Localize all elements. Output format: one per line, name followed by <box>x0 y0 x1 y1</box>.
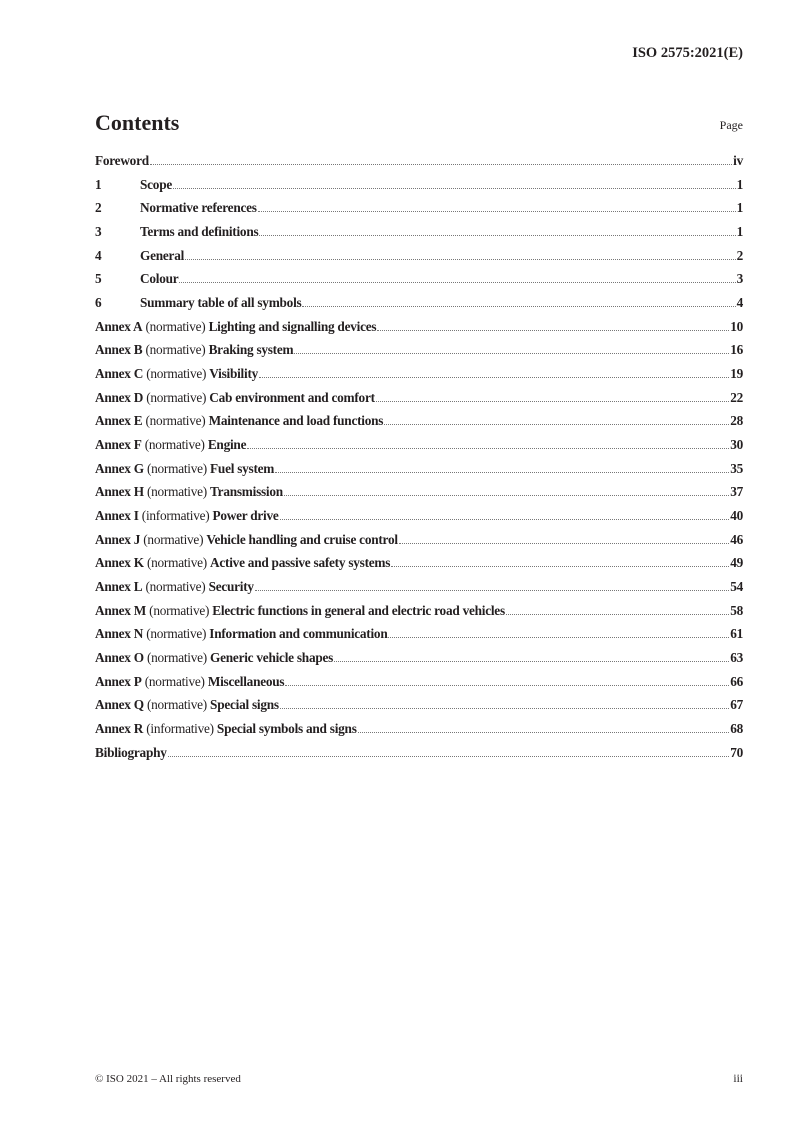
toc-page-number: 63 <box>730 650 743 666</box>
annex-type: (normative) <box>143 531 204 547</box>
copyright-footer: © ISO 2021 – All rights reserved <box>95 1073 241 1085</box>
annex-title: Cab environment and comfort <box>209 389 375 405</box>
dot-leader <box>168 756 730 757</box>
annex-type: (normative) <box>146 460 207 476</box>
clause-title: Foreword <box>95 153 149 168</box>
dot-leader <box>294 353 729 354</box>
dot-leader <box>258 211 736 212</box>
annex-label: Annex P <box>95 673 142 689</box>
toc-page-number: 35 <box>730 460 743 476</box>
clause-title: Normative references <box>140 200 257 216</box>
annex-heading <box>95 319 376 335</box>
dot-leader <box>388 637 729 638</box>
dot-leader <box>284 495 729 496</box>
table-of-contents <box>95 153 743 768</box>
dot-leader <box>247 448 729 449</box>
dot-leader <box>150 164 732 165</box>
annex-label: Annex E <box>95 413 143 429</box>
annex-title: Visibility <box>209 366 259 382</box>
dot-leader <box>391 566 729 567</box>
toc-page-number: 49 <box>730 555 743 571</box>
toc-page-number: iv <box>733 153 743 168</box>
clause-number: 1 <box>95 176 102 192</box>
annex-type: (normative) <box>144 673 205 689</box>
annex-title: Braking system <box>208 342 294 358</box>
toc-entry[interactable] <box>95 745 743 769</box>
toc-page-number: 37 <box>730 484 743 500</box>
toc-entry[interactable] <box>95 390 743 414</box>
annex-label: Annex Q <box>95 697 144 713</box>
toc-entry[interactable] <box>95 342 743 366</box>
annex-heading <box>95 366 258 382</box>
toc-entry[interactable] <box>95 413 743 437</box>
clause-number: 6 <box>95 295 102 311</box>
toc-page-number: 1 <box>736 224 743 240</box>
annex-type: (normative) <box>146 650 207 666</box>
toc-entry[interactable] <box>95 366 743 390</box>
page-column-label: Page <box>719 118 743 132</box>
toc-entry[interactable] <box>95 650 743 674</box>
annex-label: Annex G <box>95 460 144 476</box>
dot-leader <box>377 330 729 331</box>
annex-type: (normative) <box>146 697 207 713</box>
dot-leader <box>280 519 730 520</box>
annex-type: (normative) <box>146 389 207 405</box>
annex-title: Engine <box>207 437 247 453</box>
dot-leader <box>358 732 730 733</box>
dot-leader <box>399 543 729 544</box>
dot-leader <box>302 306 735 307</box>
annex-title: Vehicle handling and cruise control <box>206 531 398 547</box>
toc-entry[interactable] <box>95 153 743 177</box>
annex-type: (normative) <box>145 413 206 429</box>
annex-label: Annex J <box>95 531 141 547</box>
annex-title: Special symbols and signs <box>216 721 357 737</box>
dot-leader <box>280 708 729 709</box>
toc-entry[interactable] <box>95 579 743 603</box>
toc-entry[interactable] <box>95 626 743 650</box>
dot-leader <box>376 401 729 402</box>
clause-number: 4 <box>95 247 102 263</box>
page-title: Contents <box>95 110 180 135</box>
annex-label: Annex C <box>95 366 144 382</box>
toc-entry[interactable] <box>95 224 743 248</box>
toc-entry[interactable] <box>95 461 743 485</box>
annex-label: Annex B <box>95 342 143 358</box>
annex-label: Annex I <box>95 508 139 524</box>
annex-heading <box>95 674 284 690</box>
annex-type: (normative) <box>144 437 205 453</box>
annex-label: Annex O <box>95 650 144 666</box>
dot-leader <box>506 614 729 615</box>
toc-entry[interactable] <box>95 319 743 343</box>
clause-title: General <box>140 247 185 263</box>
annex-label: Annex L <box>95 579 143 595</box>
toc-page-number: 28 <box>730 413 743 429</box>
toc-page-number: 58 <box>730 602 743 618</box>
annex-title: Lighting and signalling devices <box>208 318 377 334</box>
toc-entry[interactable] <box>95 437 743 461</box>
annex-heading <box>95 342 293 358</box>
toc-page-number: 16 <box>730 342 743 358</box>
annex-label: Annex M <box>95 602 147 618</box>
annex-title: Power drive <box>212 508 279 524</box>
toc-page-number: 1 <box>736 200 743 216</box>
toc-page-number: 40 <box>730 508 743 524</box>
toc-entry[interactable] <box>95 177 743 201</box>
clause-number: 2 <box>95 200 102 216</box>
toc-entry[interactable] <box>95 555 743 579</box>
annex-type: (normative) <box>149 602 210 618</box>
toc-page-number: 54 <box>730 579 743 595</box>
clause-title: Scope <box>140 176 172 192</box>
toc-page-number: 1 <box>736 176 743 192</box>
annex-title: Electric functions in general and electric road vehicles <box>212 602 505 618</box>
clause-number: 5 <box>95 271 102 287</box>
toc-page-number: 67 <box>730 697 743 713</box>
annex-title: Maintenance and load functions <box>208 413 384 429</box>
annex-heading <box>95 437 246 453</box>
dot-leader <box>334 661 729 662</box>
toc-page-number: 4 <box>736 295 743 311</box>
toc-page-number: 70 <box>730 744 743 760</box>
toc-page-number: 66 <box>730 673 743 689</box>
toc-entry[interactable] <box>95 697 743 721</box>
annex-heading <box>95 626 387 642</box>
toc-entry[interactable] <box>95 721 743 745</box>
annex-type: (normative) <box>145 342 206 358</box>
annex-title: Fuel system <box>210 460 275 476</box>
annex-title: Transmission <box>210 484 283 500</box>
annex-type: (informative) <box>141 508 210 524</box>
annex-heading <box>95 413 383 429</box>
annex-heading <box>95 697 279 713</box>
annex-type: (normative) <box>145 579 206 595</box>
annex-type: (normative) <box>146 555 207 571</box>
dot-leader <box>384 424 729 425</box>
annex-heading <box>95 603 505 619</box>
toc-page-number: 2 <box>736 247 743 263</box>
annex-title: Miscellaneous <box>207 673 285 689</box>
dot-leader <box>255 590 729 591</box>
annex-type: (normative) <box>146 626 207 642</box>
toc-entry[interactable] <box>95 200 743 224</box>
toc-page-number: 68 <box>730 721 743 737</box>
dot-leader <box>259 235 735 236</box>
page-number: iii <box>733 1073 743 1085</box>
annex-type: (normative) <box>146 366 207 382</box>
annex-heading <box>95 532 398 548</box>
annex-heading <box>95 721 357 737</box>
annex-title: Special signs <box>210 697 279 713</box>
toc-entry[interactable] <box>95 674 743 698</box>
toc-page-number: 10 <box>730 318 743 334</box>
annex-label: Annex D <box>95 389 144 405</box>
annex-heading <box>95 555 390 571</box>
clause-title: Summary table of all symbols <box>140 295 302 311</box>
annex-heading <box>95 508 279 524</box>
annex-title: Active and passive safety systems <box>210 555 391 571</box>
annex-heading <box>95 461 274 477</box>
annex-heading <box>95 484 283 500</box>
toc-entry[interactable] <box>95 271 743 295</box>
annex-heading <box>95 650 333 666</box>
annex-type: (normative) <box>145 318 206 334</box>
toc-page-number: 19 <box>730 366 743 382</box>
annex-heading <box>95 579 254 595</box>
toc-page-number: 46 <box>730 531 743 547</box>
dot-leader <box>185 259 736 260</box>
toc-entry[interactable] <box>95 484 743 508</box>
dot-leader <box>259 377 729 378</box>
dot-leader <box>173 188 736 189</box>
toc-page-number: 61 <box>730 626 743 642</box>
dot-leader <box>179 282 735 283</box>
toc-entry[interactable] <box>95 532 743 556</box>
toc-page-number: 3 <box>736 271 743 287</box>
annex-label: Annex H <box>95 484 144 500</box>
annex-title: Security <box>208 579 254 595</box>
annex-title: Information and communication <box>209 626 388 642</box>
dot-leader <box>285 685 729 686</box>
annex-label: Annex K <box>95 555 144 571</box>
clause-title: Terms and definitions <box>140 224 259 240</box>
toc-entry[interactable] <box>95 248 743 272</box>
annex-heading <box>95 390 375 406</box>
toc-page-number: 22 <box>730 389 743 405</box>
clause-number: 3 <box>95 224 102 240</box>
bibliography-title: Bibliography <box>95 744 167 760</box>
annex-label: Annex N <box>95 626 144 642</box>
document-id-header: ISO 2575:2021(E) <box>632 45 743 61</box>
annex-type: (informative) <box>146 721 214 737</box>
clause-title: Colour <box>140 271 179 287</box>
annex-label: Annex F <box>95 437 142 453</box>
annex-label: Annex A <box>95 318 143 334</box>
dot-leader <box>275 472 729 473</box>
annex-label: Annex R <box>95 721 144 737</box>
annex-title: Generic vehicle shapes <box>210 650 334 666</box>
annex-type: (normative) <box>146 484 207 500</box>
toc-entry[interactable] <box>95 295 743 319</box>
toc-entry[interactable] <box>95 603 743 627</box>
toc-page-number: 30 <box>730 437 743 453</box>
toc-entry[interactable] <box>95 508 743 532</box>
